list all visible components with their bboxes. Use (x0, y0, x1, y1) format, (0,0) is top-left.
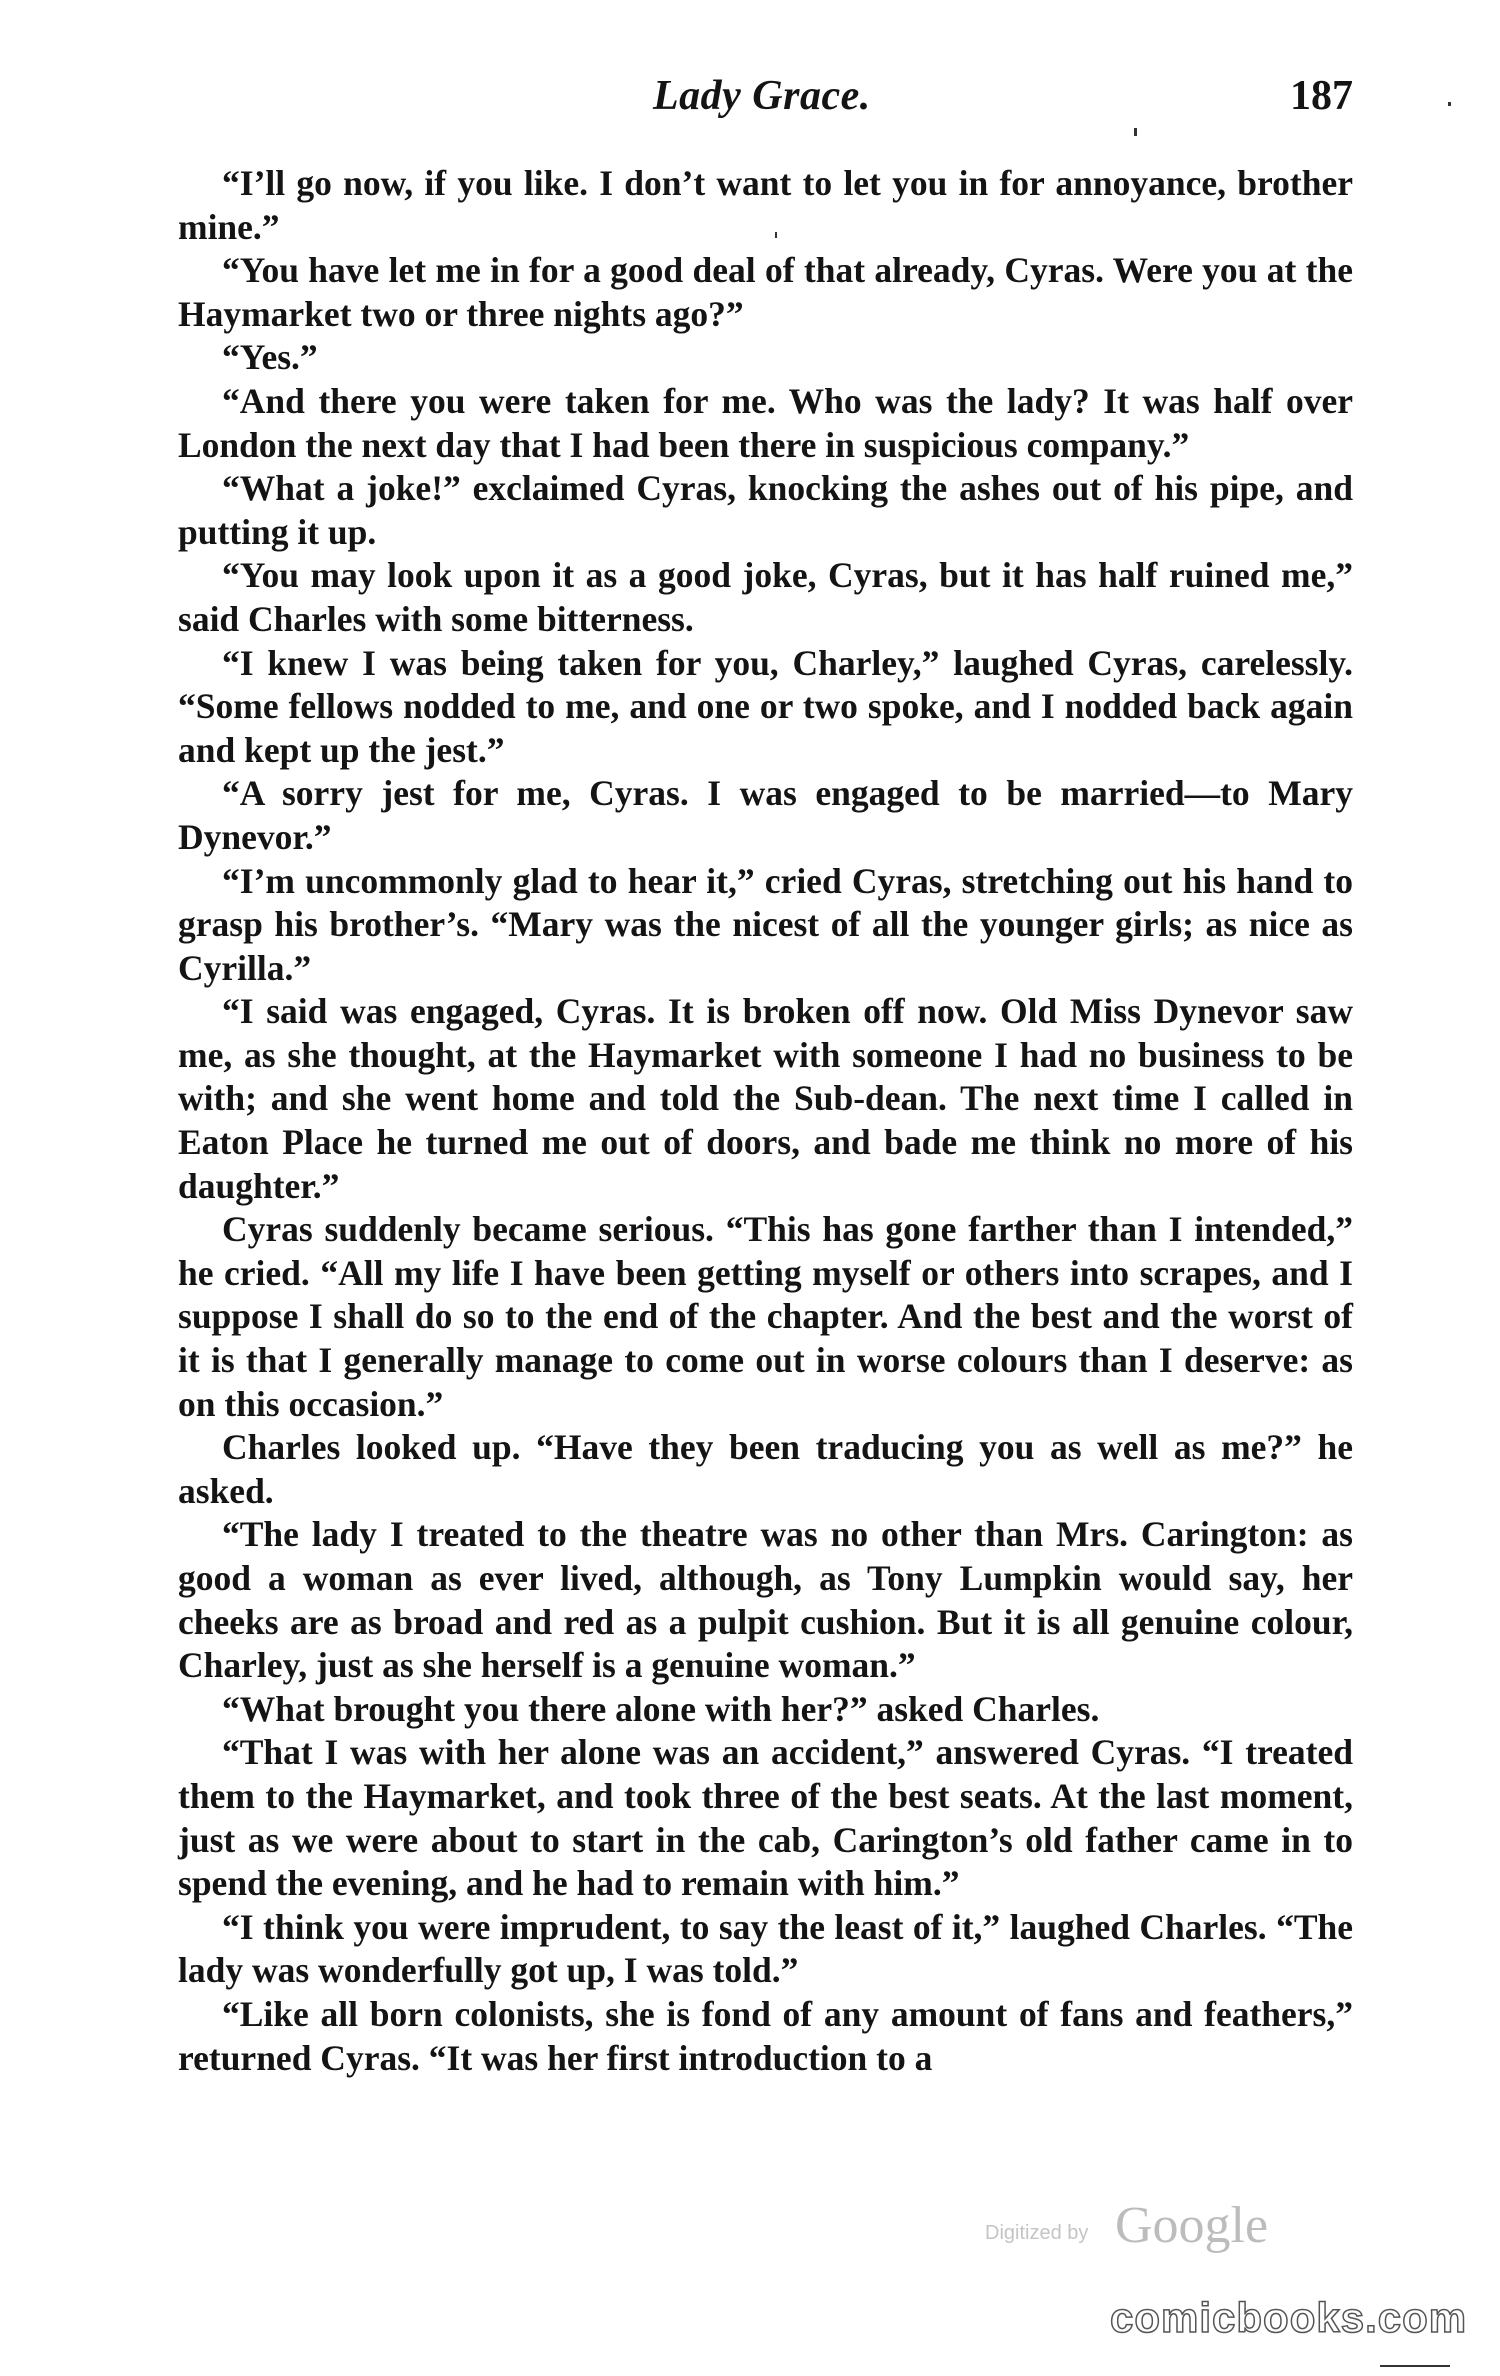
paragraph: “I’ll go now, if you like. I don’t want to let you in for annoyance, brother mine.” (178, 163, 1353, 247)
paragraph: “You have let me in for a good deal of that already, Cyras. Were you at the Haymarket two or three nights ago?” (178, 250, 1353, 334)
google-logo: Google (1115, 2197, 1269, 2254)
paragraph: “What brought you there alone with her?” asked Charles. (222, 1688, 1100, 1729)
site-watermark: comicbooks.com (1110, 2294, 1468, 2341)
page-number: 187 (1290, 73, 1353, 119)
running-head (178, 72, 1353, 132)
scan-speck (775, 232, 777, 238)
paragraph: Cyras suddenly became serious. “This has gone farther than I intended,” he cried. “All my life I have been getting myself or others into scrapes, and I suppose I shall do so to the end of the chapter. And the best and the worst of it is that I generally manage to come out in worse colours than I deserve: as on this occasion.” (178, 1209, 1353, 1424)
paragraph: “What a joke!” exclaimed Cyras, knocking the ashes out of his pipe, and putting it up. (178, 468, 1353, 552)
running-title: Lady Grace. (653, 73, 871, 119)
paragraph: “I knew I was being taken for you, Charley,” laughed Cyras, carelessly. “Some fellows nodded to me, and one or two spoke, and I nodded back again and kept up the jest.” (178, 642, 1353, 770)
paragraph: “You may look upon it as a good joke, Cyras, but it has half ruined me,” said Charles with some bitterness. (178, 555, 1353, 639)
paragraph: “Yes.” (222, 337, 318, 378)
digitized-label: Digitized by (985, 2222, 1089, 2244)
paragraph: “And there you were taken for me. Who was the lady? It was half over London the next day that I had been there in suspicious company.” (178, 380, 1353, 465)
scan-speck (1380, 2365, 1450, 2367)
paragraph: “I said was engaged, Cyras. It is broken off now. Old Miss Dynevor saw me, as she thought, at the Haymarket with someone I had no business to be with; and she went home and told the Sub-dean. The next time I called in Eaton Place he turned me out of doors, and bade me think no more of his daughter.” (178, 991, 1353, 1206)
body-text (178, 162, 1353, 2080)
scan-speck (1134, 128, 1137, 136)
paragraph: “I’m uncommonly glad to hear it,” cried Cyras, stretching out his hand to grasp his brother’s. “Mary was the nicest of all the younger girls; as nice as Cyrilla.” (178, 860, 1353, 988)
digitized-watermark (985, 2196, 1305, 2256)
paragraph: “A sorry jest for me, Cyras. I was engaged to be married—to Mary Dynevor.” (178, 773, 1353, 857)
paragraph: Charles looked up. “Have they been traducing you as well as me?” he asked. (178, 1427, 1353, 1511)
paragraph: “That I was with her alone was an accident,” answered Cyras. “I treated them to the Haymarket, and took three of the best seats. At the last moment, just as we were about to start in the cab, Carington’s old father came in to spend the evening, and he had to remain with him.” (178, 1732, 1353, 1904)
paragraph: “The lady I treated to the theatre was no other than Mrs. Carington: as good a woman as ever lived, although, as Tony Lumpkin would say, her cheeks are as broad and red as a pulpit cushion. But it is all genuine colour, Charley, just as she herself is a genuine woman.” (178, 1514, 1353, 1686)
paragraph: “I think you were imprudent, to say the least of it,” laughed Charles. “The lady was wonderfully got up, I was told.” (178, 1906, 1353, 1991)
scan-speck (1448, 102, 1451, 106)
paragraph: “Like all born colonists, she is fond of any amount of fans and feathers,” returned Cyras. “It was her first introduction to a (178, 1993, 1353, 2078)
